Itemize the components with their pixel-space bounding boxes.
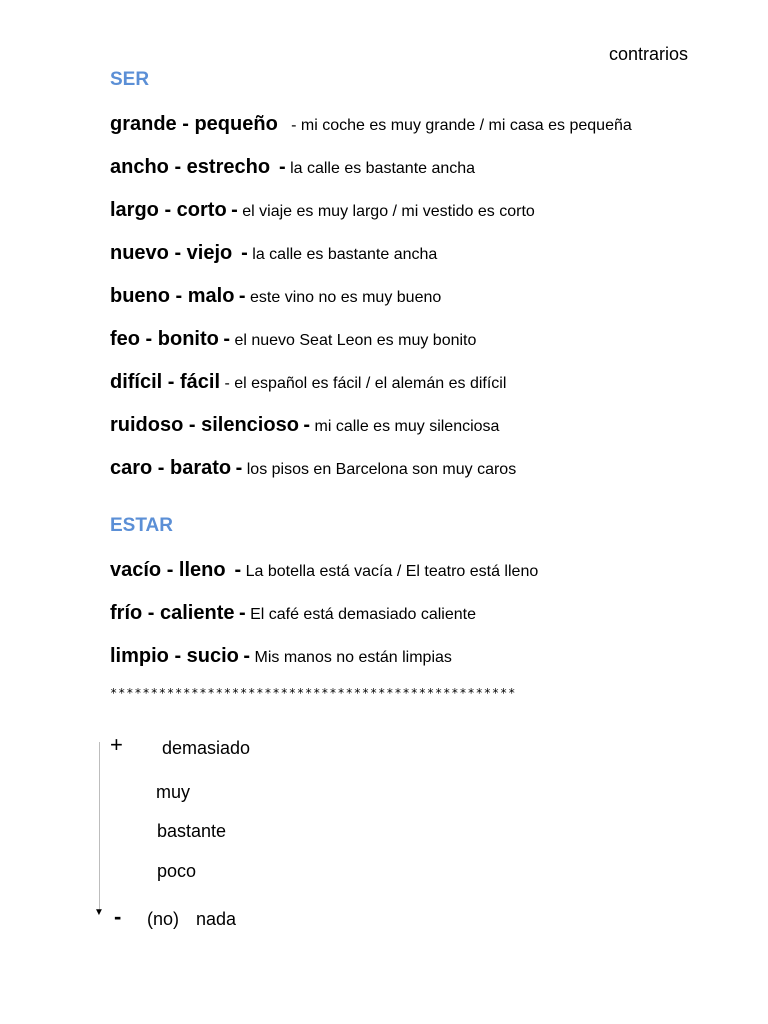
separator: - bbox=[303, 414, 311, 436]
page-header: contrarios bbox=[609, 44, 689, 64]
ser-row-ancho bbox=[110, 154, 475, 182]
ser-row-nuevo bbox=[110, 240, 437, 268]
scale-word-poco: poco bbox=[157, 861, 197, 881]
example-sentence: El café está demasiado caliente bbox=[250, 606, 476, 623]
asterisk-divider: ************************************************** bbox=[110, 686, 517, 700]
ser-row-ruidoso bbox=[110, 412, 499, 440]
ser-row-grande bbox=[110, 111, 632, 139]
adjective-pair: largo - corto bbox=[110, 199, 227, 221]
scale-word-muy: muy bbox=[156, 782, 191, 802]
separator: - bbox=[278, 156, 286, 178]
ser-row-bueno bbox=[110, 283, 441, 311]
separator: - bbox=[238, 285, 246, 307]
minus-sign: - bbox=[114, 904, 122, 929]
separator: - bbox=[241, 242, 248, 264]
separator: - bbox=[231, 199, 238, 221]
separator: - bbox=[243, 645, 251, 667]
arrow-down-icon: ▼ bbox=[94, 907, 104, 918]
plus-sign: + bbox=[110, 732, 123, 757]
example-sentence: los pisos en Barcelona son muy caros bbox=[246, 461, 517, 478]
adjective-pair: limpio - sucio bbox=[110, 645, 239, 667]
adjective-pair: caro - barato bbox=[110, 457, 232, 479]
adjective-pair: difícil - fácil bbox=[110, 371, 221, 393]
adjective-pair: ancho - estrecho bbox=[110, 156, 271, 178]
scale-word-nada: nada bbox=[196, 909, 237, 929]
example-sentence: este vino no es muy bueno bbox=[250, 289, 442, 306]
estar-row-vacio bbox=[110, 557, 538, 585]
adjective-pair: feo - bonito bbox=[110, 328, 219, 350]
example-sentence: - mi coche es muy grande / mi casa es pequeña bbox=[291, 117, 632, 134]
ser-row-largo bbox=[110, 197, 535, 225]
section-heading-estar: ESTAR bbox=[110, 515, 173, 536]
example-sentence: La botella está vacía / El teatro está lleno bbox=[245, 563, 539, 580]
adjective-pair: ruidoso - silencioso bbox=[110, 414, 299, 436]
scale-word-bastante: bastante bbox=[157, 821, 227, 841]
separator: - bbox=[235, 457, 243, 479]
adjective-pair: grande - pequeño bbox=[110, 113, 278, 135]
example-sentence: mi calle es muy silenciosa bbox=[314, 418, 500, 435]
example-sentence: la calle es bastante ancha bbox=[252, 246, 438, 263]
example-sentence: el viaje es muy largo / mi vestido es corto bbox=[242, 203, 535, 220]
intensity-scale-line bbox=[99, 742, 100, 910]
separator: - bbox=[223, 328, 230, 350]
adjective-pair: nuevo - viejo bbox=[110, 242, 233, 264]
estar-row-limpio bbox=[110, 643, 452, 671]
adjective-pair: frío - caliente bbox=[110, 602, 235, 624]
example-sentence: la calle es bastante ancha bbox=[290, 160, 476, 177]
ser-row-caro bbox=[110, 455, 516, 483]
adjective-pair: vacío - lleno bbox=[110, 559, 226, 581]
example-sentence: Mis manos no están limpias bbox=[254, 649, 452, 666]
separator: - bbox=[238, 602, 246, 624]
scale-word-demasiado: demasiado bbox=[162, 738, 251, 758]
ser-row-dificil bbox=[110, 369, 506, 397]
scale-word-no: (no) bbox=[147, 909, 180, 929]
adjective-pair: bueno - malo bbox=[110, 285, 235, 307]
example-sentence: el nuevo Seat Leon es muy bonito bbox=[234, 332, 477, 349]
ser-row-feo bbox=[110, 326, 476, 354]
separator: - bbox=[234, 559, 242, 581]
example-sentence: - el español es fácil / el alemán es difícil bbox=[224, 375, 507, 392]
section-heading-ser: SER bbox=[110, 69, 150, 90]
estar-row-frio bbox=[110, 600, 476, 628]
